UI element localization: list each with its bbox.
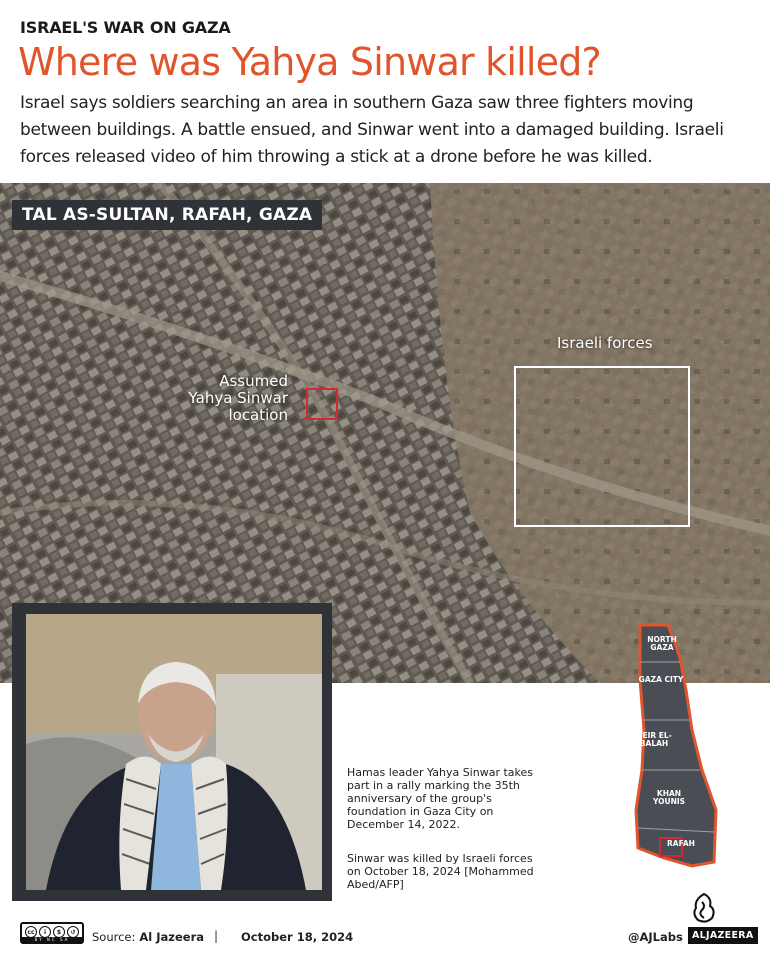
assumed-location-marker (306, 388, 338, 420)
aljazeera-brand-badge: ALJAZEERA (688, 927, 758, 944)
portrait-photo (26, 614, 322, 890)
creative-commons-icon (20, 922, 84, 944)
aljazeera-logo-icon (688, 892, 720, 926)
sa-circle-icon: ↺ (67, 926, 79, 938)
assumed-label-line: location (228, 406, 288, 424)
region-label: KHAN YOUNIS (652, 789, 686, 806)
assumed-label-line: Assumed (219, 372, 288, 390)
footer-separator: | (214, 929, 219, 943)
footer (0, 918, 770, 958)
by-circle-icon: i (39, 926, 51, 938)
region-label: NORTH GAZA (647, 635, 677, 652)
israeli-forces-label: Israeli forces (557, 334, 653, 352)
location-badge: TAL AS-SULTAN, RAFAH, GAZA (12, 200, 322, 230)
region-label: GAZA CITY (638, 675, 684, 684)
region-label: DEIR EL-BALAH (636, 731, 672, 748)
region-label: RAFAH (667, 839, 695, 848)
gaza-strip-map (630, 620, 730, 880)
publish-date: October 18, 2024 (241, 930, 354, 944)
photo-caption: Hamas leader Yahya Sinwar takes part in a rally marking the 35th anniversary of the group's foundation in Gaza City on December 14, 2022. (347, 766, 533, 831)
assumed-label-line: Yahya Sinwar (188, 389, 288, 407)
source-label: Source: (92, 930, 136, 944)
israeli-forces-marker (514, 366, 690, 527)
cc-circle-icon: cc (25, 926, 37, 938)
photo-credit-caption: Sinwar was killed by Israeli forces on October 18, 2024 [Mohammed Abed/AFP] (347, 852, 534, 891)
nc-circle-icon: $ (53, 926, 65, 938)
page-title: Where was Yahya Sinwar killed? (18, 40, 601, 84)
source-text (92, 930, 204, 944)
social-handle: @AJLabs (628, 930, 683, 944)
kicker: ISRAEL'S WAR ON GAZA (20, 18, 231, 37)
portrait-illustration (26, 614, 322, 890)
license-strip: BY NC SA (22, 937, 82, 942)
assumed-location-label (170, 373, 288, 424)
intro-text: Israel says soldiers searching an area in southern Gaza saw three fighters moving between buildings. A battle ensued, and Sinwar went into a damaged building. Israeli forces released video of him throwing a stick at a drone before he was killed. (20, 93, 724, 167)
source-value: Al Jazeera (139, 930, 204, 944)
